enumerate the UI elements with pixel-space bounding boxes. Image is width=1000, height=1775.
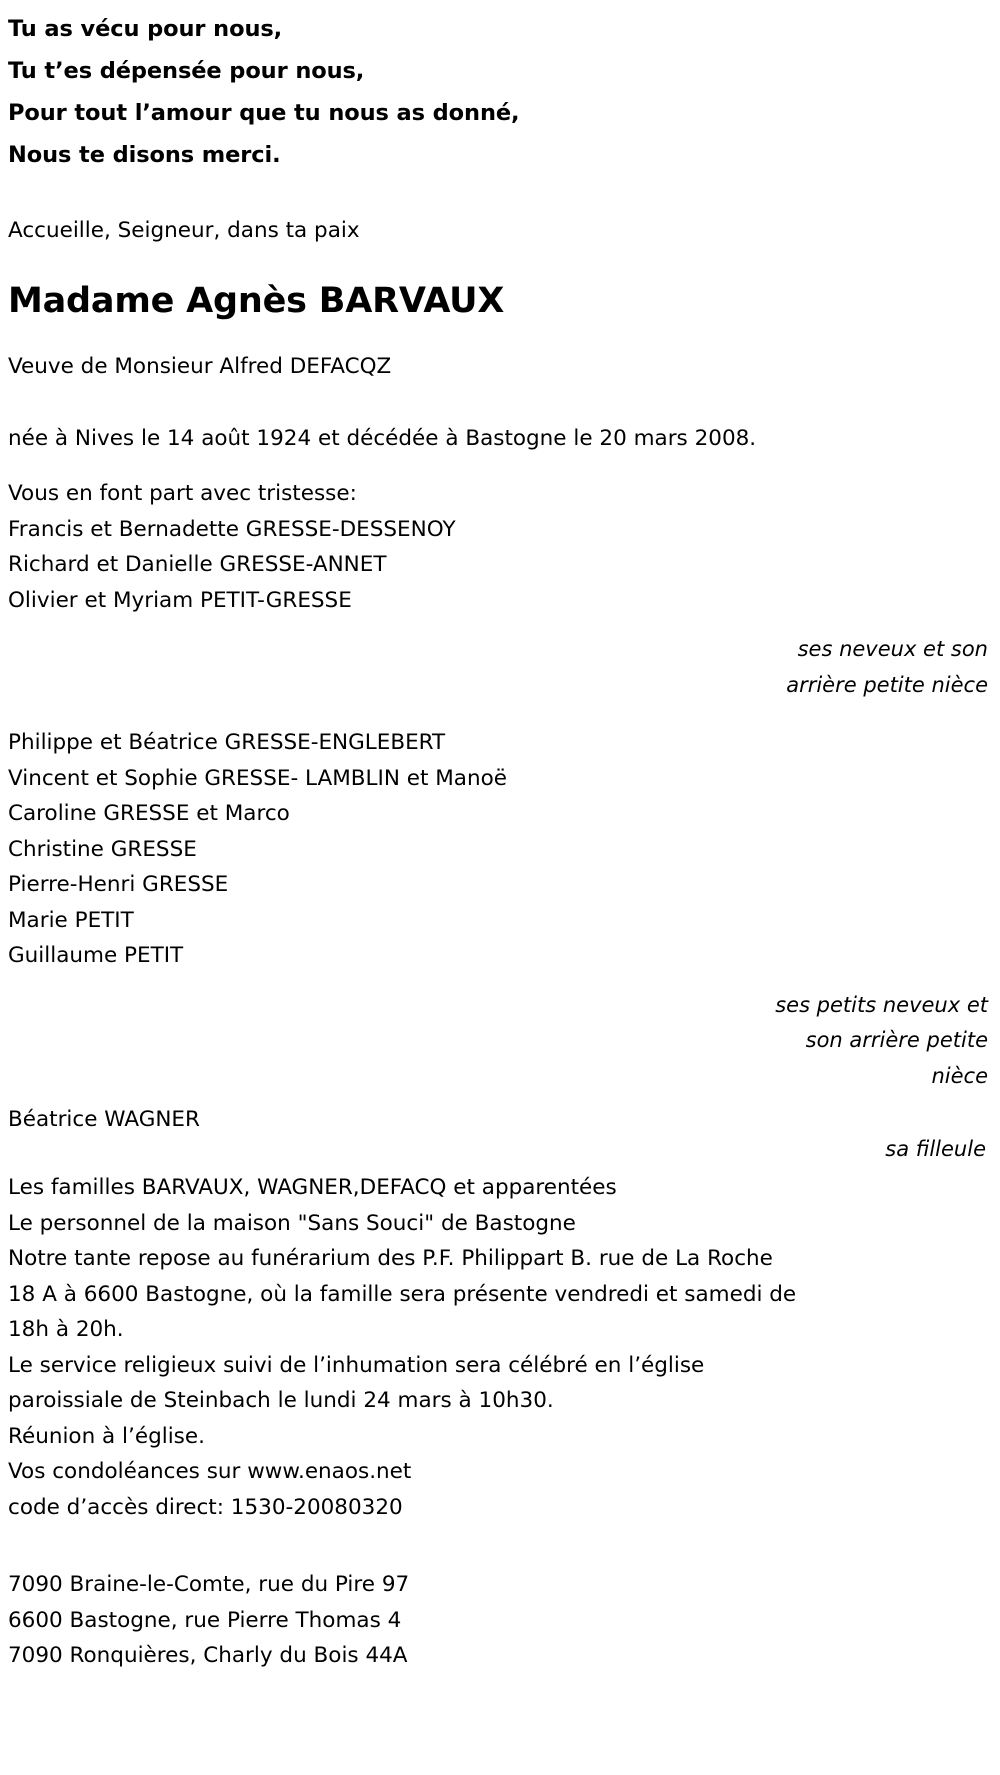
survivor-name: Francis et Bernadette GRESSE-DESSENOY — [8, 516, 456, 542]
address-list — [8, 1567, 990, 1674]
verse-line-4: Nous te disons merci. — [8, 142, 281, 168]
survivor-group-2 — [8, 725, 990, 1094]
address-line: 7090 Braine-le-Comte, rue du Pire 97 — [8, 1572, 410, 1597]
survivor-name: Marie PETIT — [8, 907, 134, 933]
relation-line: arrière petite nièce — [786, 672, 988, 697]
survivor-name: Olivier et Myriam PETIT-GRESSE — [8, 587, 352, 613]
relation-line: son arrière petite — [805, 1028, 988, 1052]
relation-line: ses petits neveux et — [775, 992, 988, 1017]
opening-verse — [8, 0, 990, 176]
survivor-name: Richard et Danielle GRESSE-ANNET — [8, 552, 387, 577]
detail-line: Les familles BARVAUX, WAGNER,DEFACQ et apparentées — [8, 1175, 617, 1200]
detail-line: Le personnel de la maison "Sans Souci" de Bastogne — [8, 1210, 576, 1236]
relation-note-group-2 — [8, 988, 990, 1095]
relation-note-godchild — [4, 1132, 988, 1168]
survivor-name: Christine GRESSE — [8, 836, 197, 862]
relation-line: sa filleule — [885, 1137, 986, 1161]
survivor-name: Pierre-Henri GRESSE — [8, 872, 229, 897]
verse-line-2: Tu t’es dépensée pour nous, — [8, 58, 365, 84]
spouse-line: Veuve de Monsieur Alfred DEFACQZ — [8, 354, 392, 379]
relation-line: nièce — [931, 1063, 988, 1088]
detail-line: Le service religieux suivi de l’inhumation sera célébré en l’église — [8, 1352, 705, 1378]
funeral-details — [8, 1170, 990, 1525]
survivor-name: Philippe et Béatrice GRESSE-ENGLEBERT — [8, 730, 446, 755]
godchild-row — [8, 1102, 990, 1164]
group-spacer — [8, 703, 990, 725]
relation-line: ses neveux et son — [797, 637, 988, 661]
address-line: 7090 Ronquières, Charly du Bois 44A — [8, 1643, 408, 1668]
detail-line: Réunion à l’église. — [8, 1423, 205, 1449]
birth-death-line: née à Nives le 14 août 1924 et décédée à Bastogne le 20 mars 2008. — [8, 426, 757, 451]
detail-line: 18h à 20h. — [8, 1317, 124, 1342]
access-code-line: code d’accès direct: 1530-20080320 — [8, 1494, 403, 1520]
detail-line: paroissiale de Steinbach le lundi 24 mars à 10h30. — [8, 1388, 554, 1413]
godchild-name: Béatrice WAGNER — [8, 1107, 200, 1132]
deceased-name: Madame Agnès BARVAUX — [8, 281, 505, 321]
survivor-name: Vincent et Sophie GRESSE- LAMBLIN et Manoë — [8, 765, 507, 791]
address-line: 6600 Bastogne, rue Pierre Thomas 4 — [8, 1607, 402, 1633]
survivor-name: Guillaume PETIT — [8, 943, 184, 968]
announcement-intro: Vous en font part avec tristesse: — [8, 481, 357, 506]
survivor-group-1 — [8, 512, 990, 704]
survivors-section — [8, 476, 990, 1164]
survivor-name: Caroline GRESSE et Marco — [8, 801, 290, 826]
verse-line-3: Pour tout l’amour que tu nous as donné, — [8, 100, 520, 126]
detail-line: Notre tante repose au funérarium des P.F. Philippart B. rue de La Roche — [8, 1246, 773, 1271]
verse-line-1: Tu as vécu pour nous, — [8, 16, 283, 42]
relation-note-group-1 — [8, 632, 990, 703]
condolences-website-line: Vos condoléances sur www.enaos.net — [8, 1459, 412, 1484]
invocation-line: Accueille, Seigneur, dans ta paix — [8, 218, 360, 243]
detail-line: 18 A à 6600 Bastogne, où la famille sera présente vendredi et samedi de — [8, 1281, 797, 1307]
